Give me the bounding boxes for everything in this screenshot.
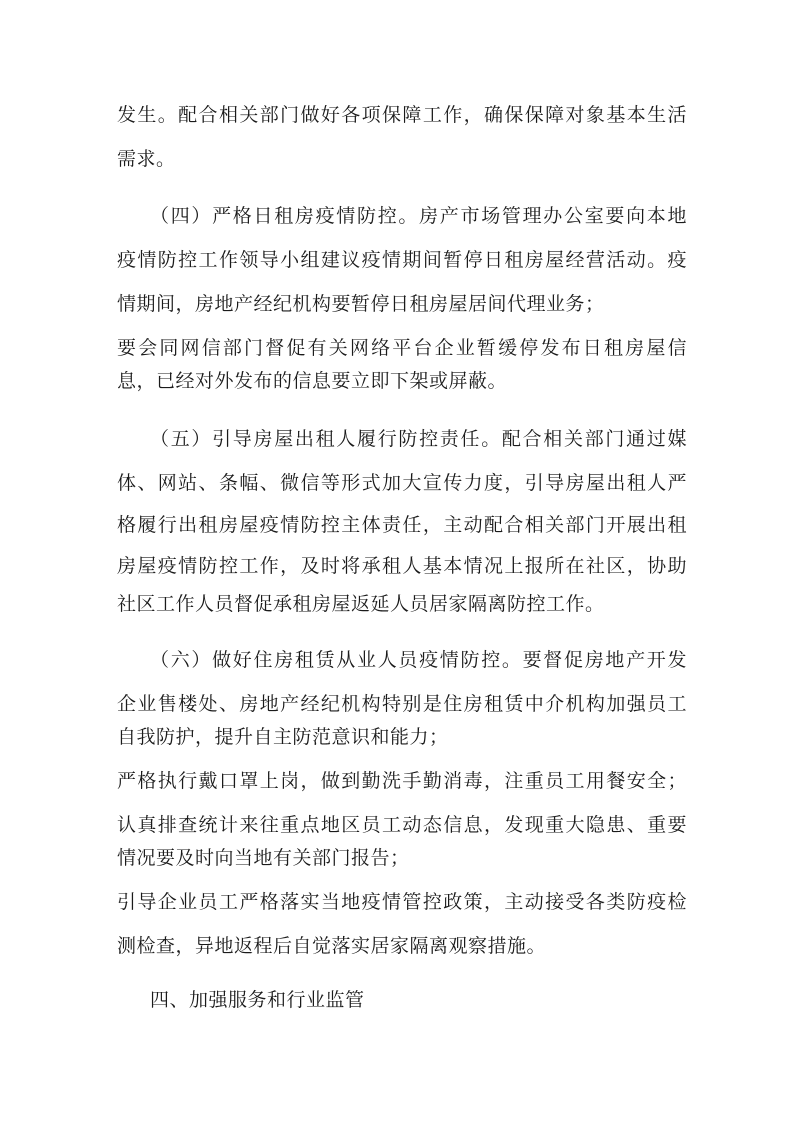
section-heading-line: （四）严格日租房疫情防控。房产市场管理办公室要向本地 xyxy=(150,205,687,227)
paragraph-line: 格履行出租房屋疫情防控主体责任，主动配合相关部门开展出租 xyxy=(117,514,687,536)
paragraph-line: 社区工作人员督促承租房屋返延人员居家隔离防控工作。 xyxy=(117,593,605,615)
paragraph-line: 认真排查统计来往重点地区员工动态信息，发现重大隐患、重要 xyxy=(117,814,687,836)
paragraph-line: 自我防护，提升自主防范意识和能力； xyxy=(117,726,449,748)
paragraph-line: 企业售楼处、房地产经纪机构特别是住房租赁中介机构加强员工 xyxy=(117,693,687,715)
paragraph-line: 严格执行戴口罩上岗，做到勤洗手勤消毒，注重员工用餐安全； xyxy=(117,770,687,792)
paragraph-line: 情况要及时向当地有关部门报告； xyxy=(117,847,410,869)
paragraph-line: 情期间，房地产经纪机构要暂停日租房屋居间代理业务； xyxy=(117,293,605,315)
paragraph-line: 发生。配合相关部门做好各项保障工作，确保保障对象基本生活 xyxy=(117,104,687,126)
paragraph-line: 疫情防控工作领导小组建议疫情期间暂停日租房屋经营活动。疫 xyxy=(117,249,687,271)
section-heading-line: （五）引导房屋出租人履行防控责任。配合相关部门通过媒 xyxy=(150,428,687,450)
paragraph-line: 房屋疫情防控工作，及时将承租人基本情况上报所在社区，协助 xyxy=(117,555,687,577)
paragraph-line: 引导企业员工严格落实当地疫情管控政策，主动接受各类防疫检 xyxy=(117,891,687,913)
paragraph-line: 要会同网信部门督促有关网络平台企业暂缓停发布日租房屋信 xyxy=(117,337,687,359)
paragraph-line: 测检查，异地返程后自觉落实居家隔离观察措施。 xyxy=(117,935,547,957)
paragraph-line: 需求。 xyxy=(117,148,176,170)
paragraph-line: 体、网站、条幅、微信等形式加大宣传力度，引导房屋出租人严 xyxy=(117,472,687,494)
section-heading-line: （六）做好住房租赁从业人员疫情防控。要督促房地产开发 xyxy=(150,649,687,671)
chapter-heading: 四、加强服务和行业监管 xyxy=(150,989,365,1011)
paragraph-line: 息，已经对外发布的信息要立即下架或屏蔽。 xyxy=(117,370,508,392)
